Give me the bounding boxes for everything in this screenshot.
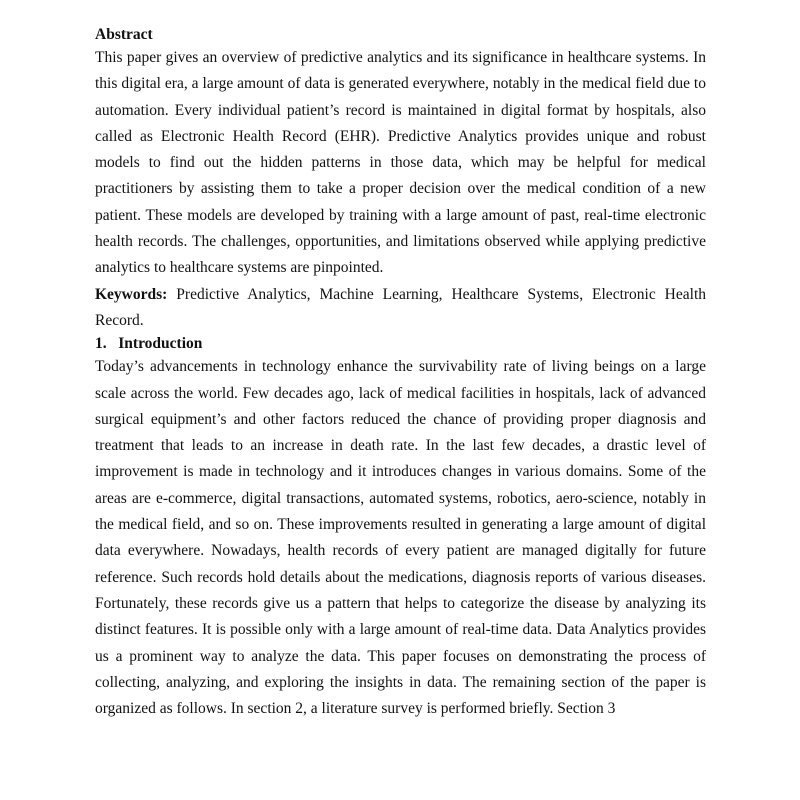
abstract-paragraph: This paper gives an overview of predictive analytics and its significance in healthcare systems. In this digital era, a large amount of data is generated everywhere, notably in the medical field due to automation. Every individual patient’s record is maintained in digital format by hospitals, also called as Electronic Health Record (EHR). Predictive Analytics provides unique and robust models to find out the hidden patterns in those data, which may be helpful for medical practitioners by assisting them to take a proper decision over the medical condition of a new patient. These models are developed by training with a large amount of past, real-time electronic health records. The challenges, opportunities, and limitations observed while applying predictive analytics to healthcare systems are pinpointed. <box>95 49 706 277</box>
introduction-heading: 1. Introduction <box>95 335 203 353</box>
introduction-paragraph: Today’s advancements in technology enhance the survivability rate of living beings on a large scale across the world. Few decades ago, lack of medical facilities in hospitals, lack of advanced surgical equipment’s and other factors reduced the chance of providing proper diagnosis and treatment that leads to an increase in death rate. In the last few decades, a drastic level of improvement is made in technology and it introduces changes in various domains. Some of the areas are e-commerce, digital transactions, automated systems, robotics, aero-science, notably in the medical field, and so on. These improvements resulted in generating a large amount of digital data everywhere. Nowadays, health records of every patient are managed digitally for future reference. Such records hold details about the medications, diagnosis reports of various diseases. Fortunately, these records give us a pattern that helps to categorize the disease by analyzing its distinct features. It is possible only with a large amount of real-time data. Data Analytics provides us a prominent way to analyze the data. This paper focuses on demonstrating the process of collecting, analyzing, and exploring the insights in data. The remaining section of the paper is organized as follows. In section 2, a literature survey is performed briefly. Section 3 <box>95 358 706 718</box>
keywords-text: Predictive Analytics, Machine Learning, Healthcare Systems, Electronic Health Record. <box>95 285 706 329</box>
page-content <box>95 25 706 722</box>
cut-off-title-line <box>95 0 706 2</box>
keywords-paragraph <box>95 282 706 335</box>
keywords-label: Keywords: <box>95 285 168 303</box>
abstract-heading: Abstract <box>95 26 153 43</box>
